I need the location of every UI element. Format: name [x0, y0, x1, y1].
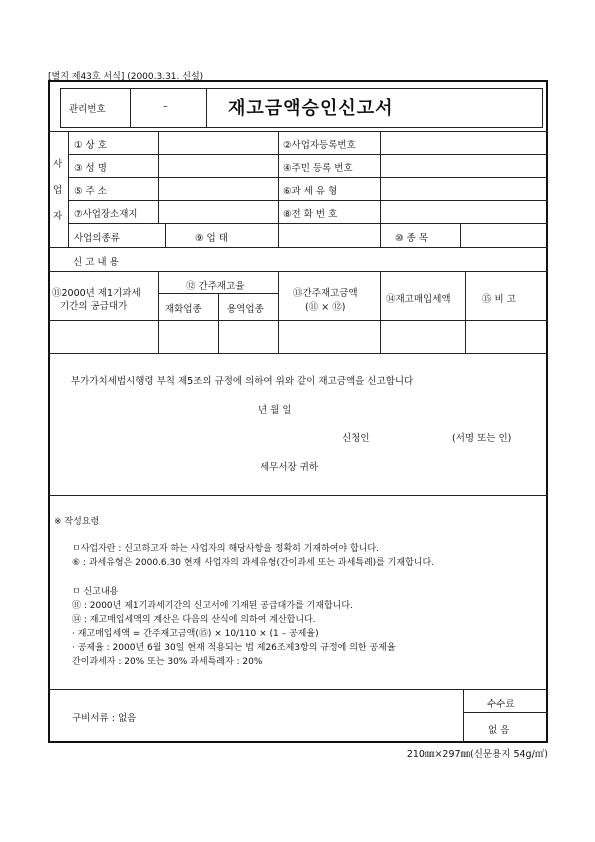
field-address: ⑤ 주 소 [74, 186, 107, 197]
recipient-label: 세무서장 귀하 [260, 462, 319, 473]
management-number-value: – [163, 101, 168, 112]
field-business-category: ⑨ 업 태 [195, 233, 228, 244]
form-number: [별지 제43호 서식] (2000.3.31. 신설) [48, 72, 204, 82]
guide-line: · 공제율 : 2000년 6월 30일 현재 적용되는 법 제26조제3항의 규정에 의한 공제율 [72, 643, 396, 653]
col-remarks: ⑮ 비 고 [482, 294, 516, 305]
field-business-type: 사업의종류 [74, 233, 120, 244]
declaration-date: 년 월 일 [258, 405, 292, 416]
col-supply-price-l2: 기간의 공급대가 [60, 301, 128, 312]
side-label-3: 자 [53, 211, 63, 222]
guide-line: ⑥ : 과세유형은 2000.6.30 현재 사업자의 과세유형(간이과세 또는 과세특례)를 기재합니다. [72, 558, 435, 568]
fee-label: 수수료 [487, 699, 515, 710]
attachments-label: 구비서류 : 없음 [72, 713, 137, 724]
col-goods-industry: 재화업종 [165, 304, 202, 315]
page-title: 재고금액승인신고서 [228, 98, 394, 119]
applicant-label: 신청인 [342, 433, 370, 444]
guide-heading: ※ 작성요령 [54, 517, 100, 527]
declaration-statement: 부가가치세법시행령 부칙 제5조의 규정에 의하여 위와 같이 재고금액을 신고합니다 [71, 376, 414, 387]
fee-value: 없 음 [488, 725, 510, 736]
col-inventory-tax: ⑭재고매입세액 [386, 294, 451, 305]
field-trade-name: ① 상 호 [74, 140, 107, 151]
field-workplace: ⑦사업장소재지 [74, 209, 138, 220]
guide-line: ㅁ 신고내용 [72, 587, 119, 597]
guide-line: ㅁ사업자란 : 신고하고자 하는 사업자의 해당사항을 정확히 기재하여야 합니다. [72, 544, 379, 554]
field-name: ③ 성 명 [74, 163, 107, 174]
signature-label: (서명 또는 인) [452, 433, 512, 444]
col-service-industry: 용역업종 [227, 304, 264, 315]
guide-line: ⑭ : 재고매입세액의 계산은 다음의 산식에 의하여 계산합니다. [72, 615, 316, 625]
col-deemed-amount-l2: (⑪ × ⑫) [305, 302, 346, 313]
col-deemed-rate: ⑫ 간주재고율 [186, 281, 245, 292]
side-label-2: 업 [53, 185, 63, 196]
side-label-1: 사 [53, 159, 63, 170]
report-section-title: 신 고 내 용 [73, 257, 119, 268]
field-business-item: ⑩ 종 목 [395, 233, 428, 244]
management-number-label: 관리번호 [69, 104, 106, 115]
field-resident-no: ④주민 등록 번호 [283, 163, 353, 174]
field-tax-type: ⑥과 세 유 형 [283, 186, 338, 197]
col-deemed-amount-l1: ⑬간주재고금액 [293, 288, 358, 299]
guide-line: ⑪ : 2000년 제1기과세기간의 신고서에 기재된 공급대가를 기재합니다. [72, 601, 353, 611]
paper-spec: 210㎜×297㎜(신문용지 54g/㎡) [406, 749, 548, 760]
field-phone: ⑧전 화 번 호 [283, 209, 338, 220]
field-business-reg-no: ②사업자등록번호 [283, 140, 356, 151]
col-supply-price-l1: ⑪2000년 제1기과세 [52, 288, 141, 299]
guide-line: · 재고매입세액 = 간주재고금액(⑮) × 10/110 × (1 – 공제율) [72, 629, 319, 639]
guide-line: 간이과세자 : 20% 또는 30% 과세특례자 : 20% [72, 657, 263, 667]
